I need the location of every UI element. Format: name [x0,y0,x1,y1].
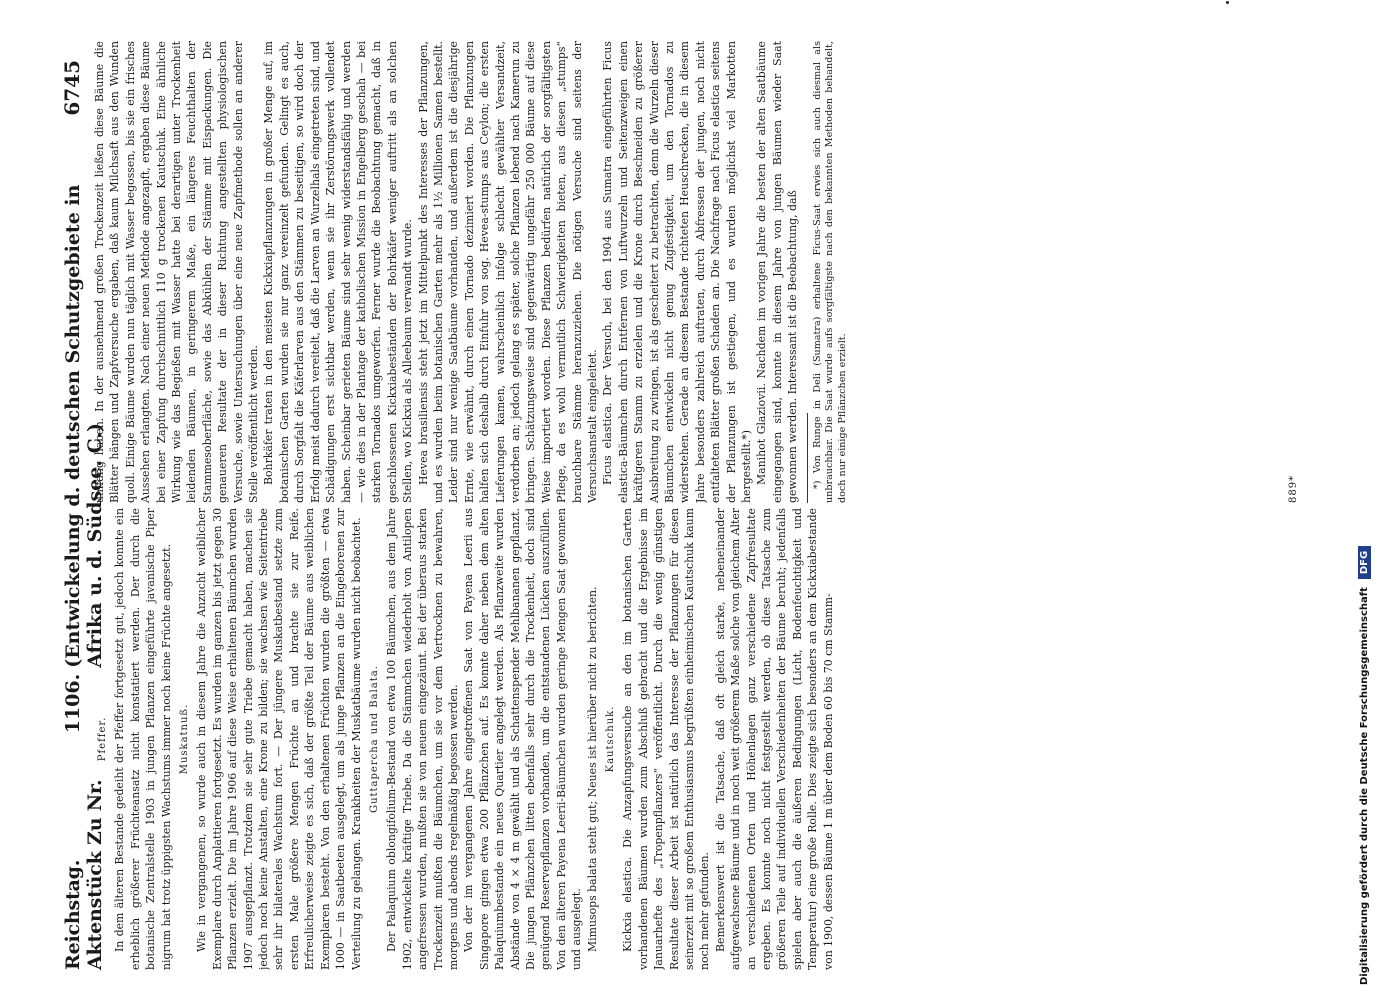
paragraph: Von der im vergangenen Jahre eingetroffenen Saat von Payena Leerii aus Singapore gingen etwa 200 Pflänzchen auf. Es konnte daher neben dem alten Palaquiumbestande ein neues Quartier angelegt werden. Als Pflanzweite wurden Abstände von 4 × 4 m gewählt und als Schattenspender Mehlbananen gepflanzt. Die jungen Pflänzchen litten ebenfalls sehr durch die Trockenheit, doch sind genügend Reservepflanzen vorhanden, um die entstandenen Lücken auszufüllen. Von den älteren Payena Leerii-Bäumchen wurden geringe Mengen Saat gewonnen und ausgelegt. [462,508,584,970]
paragraph: Der Palaquium oblongifolium-Bestand von etwa 100 Bäumchen, aus dem Jahre 1902, entwickelte kräftige Triebe. Da die Stämmchen wiederholt von Antilopen angefressen wurden, mußten sie von neuem eingezäunt. Bei der überaus starken Trockenzeit mußten die Bäumchen, um sie vor dem Vertrocknen zu bewahren, morgens und abends regelmäßig begossen werden. [385,508,460,970]
section-heading: Muskatnuß. [179,703,191,775]
section-heading: Pfeffer. [97,716,108,762]
text-column-right [92,41,992,503]
paragraph: Ficus elastica. Der Versuch, bei den 1904 aus Sumatra eingeführten Ficus elastica-Bäumchen durch Entfernen von Luftwurzeln und Seitenzweigen einen kräftigeren Stamm zu erzielen und die Krone durch Beschneiden zu größerer Ausbreitung zu zwingen, ist als gescheitert zu betrachten, denn die Wurzeln dieser Bäumchen entwickeln nicht genug Zugfestigkeit, um den Tornados zu widerstehen. Gerade an diesem Bestande richteten Heuschrecken, die in diesem Jahre besonders zahlreich auftraten, durch Abfressen der jungen, noch nicht entfalteten Blätter großen Schaden an. Die Nachfrage nach Ficus elastica seitens der Pflanzungen ist gestiegen, und es wurden möglichst viel Markotten hergestellt.*) [601,41,754,503]
text-column-left [92,508,992,970]
paragraph: Hevea brasiliensis steht jetzt im Mittelpunkt des Interesses der Pflanzungen, und es wurden beim botanischen Garten mehr als 1½ Millionen Samen bestellt. Leider sind nur wenige Saatbäume vorhanden, und außerdem ist die diesjährige Ernte, wie erwähnt, durch einen Tornado dezimiert worden. Die Pflanzungen halfen sich deshalb durch Einfuhr von sog. Hevea-stumps aus Ceylon; die ersten Lieferungen kamen, wahrscheinlich infolge schlecht gewählter Versandzeit, verdorben an; jedoch gelang es später, solche Pflanzen lebend nach Kamerun zu bringen. Schätzungsweise sind gegenwärtig ungefähr 250 000 Bäume auf diese Weise importiert worden. Diese Pflanzen bedürfen natürlich der sorgfältigsten Pflege, da es wohl vermutlich Schwierigkeiten bieten, aus diesen „stumps“ brauchbare Stämme heranzuziehen. Die nötigen Versuche sind seitens der Versuchsanstalt eingeleitet. [416,41,599,503]
footnote-text: *) Von Runge in Deli (Sumatra) erhaltene Ficus-Saat erwies sich auch diesmal als unbrauchbar. Die Saat wurde aufs sorgfältigste nach den bekannten Methoden behandelt, doch nur einige Pflänzchen erzielt. [811,41,848,503]
paragraph: Bemerkenswert ist die Tatsache, daß oft gleich starke, nebeneinander aufgewachsene Bäume und in noch weit größerem Maße solche von gleichem Alter an verschiedenen Orten und Höhenlagen ganz verschiedene Zapfresultate ergeben. Es konnte noch nicht festgestellt werden, ob diese Tatsache zum größeren Teile auf individuellen Verschiedenheiten der Bäume beruht; jedenfalls spielen aber auch die äußeren Bedingungen (Licht, Bodenfeuchtigkeit und Temperatur) eine große Rolle. Dies zeigte sich besonders an dem Kickxiabestande von 1900, dessen Bäume 1 m über dem Boden 60 bis 70 cm Stamm- [713,508,835,970]
signature-mark: 889* [1288,474,1299,503]
section-heading: Guttapercha und Balata. [368,665,380,813]
document-number: 1106. [62,673,84,734]
dfg-logo: DFG [1358,546,1371,579]
footnote [812,41,850,503]
paragraph: Kickxia elastica. Die Anzapfungsversuche an den im botanischen Garten vorhandenen Bäumen wurden zum Abschluß gebracht und die Ergebnisse im Januarhefte des „Tropenpflanzers“ veröffentlicht. Durch die wenig günstigen Resultate dieser Arbeit ist natürlich das Interesse der Pflanzungen für diesen seinerzeit mit so großem Enthusiasmus begrüßten einheimischen Kautschuk kaum noch mehr gefunden. [621,508,712,970]
paragraph: umfang haben. In der ausnehmend großen Trockenzeit ließen diese Bäume die Blätter hängen und Zapfversuche ergaben, daß kaum Milchsaft aus den Wunden quoll. Einige Bäume wurden nun täglich mit Wasser begossen, bis sie ein frisches Aussehen erlangten. Nach einer neuen Methode angezapft, ergaben diese Bäume bei einer Zapfung durchschnittlich 110 g trockenen Kautschuk. Eine ähnliche Wirkung wie das Begießen mit Wasser hatte bei derartigen unter Trockenheit leidenden Bäumen, in geringerem Maße, ein längeres Feuchthalten der Stammesoberfläche, sowie das Abkühlen der Stämme mit Eispackungen. Die genaueren Resultate der in dieser Richtung angestellten physiologischen Versuche, sowie Untersuchungen über eine neue Zapfmethode sollen an anderer Stelle veröffentlicht werden. [93,41,261,503]
page-number: 6745 [60,60,84,116]
paragraph: Mimusops balata steht gut; Neues ist hierüber nicht zu berichten. [585,586,599,952]
header-title: (Entwickelung d. deutschen Schutzgebiete in Afrika u. d. Südsee. C.) [62,184,106,668]
paragraph: Bohrkäfer traten in den meisten Kickxiapflanzungen in großer Menge auf, im botanischen Garten wurden sie nur ganz vereinzelt gefunden. Gelingt es auch, durch Sorgfalt die Käferlarven aus den Stämmen zu beseitigen, so wird doch der Erfolg meist dadurch vereitelt, daß die Larven an Wurzelhals eingetreten sind, und Schädigungen erst sichtbar werden, wenn sie ihr Zerstörungswerk vollendet haben. Scheinbar gerieten Bäume sind sehr wenig widerstandsfähig und werden — wie dies in der Plantage der katholischen Mission in Engelberg geschah — bei starken Tornados umgeworfen. Ferner wurde die Beobachtung gemacht, daß in geschlossenen Kickxiabeständen der Bohrkäfer weniger auftritt als an solchen Stellen, wo Kickxia als Alleebaum verwandt wurde. [262,41,415,503]
paragraph: Manihot Glaziovii. Nachdem im vorigen Jahre die besten der alten Saatbäume eingegangen sind, konnte in diesem Jahre von jungen Bäumen wieder Saat gewonnen werden. Interessant ist die Beobachtung, daß [755,41,800,503]
digitization-footer [1358,15,1371,985]
speck [1226,1,1229,4]
footnote-rule [807,413,808,503]
paragraph: In dem älteren Bestande gedeiht der Pfeffer fortgesetzt gut, jedoch konnte ein erheblich größerer Früchteansatz nicht konstatiert werden. Der durch die botanische Zentralstelle 1903 in jungen Pflanzen eingeführte javanische Piper nigrum hat trotz üppigsten Wachstums immer noch keine Früchte angesetzt. [113,508,173,970]
paragraph: Wie in vergangenen, so wurde auch in diesem Jahre die Anzucht weiblicher Exemplare durch Anplattieren fortgesetzt. Es wurden im ganzen bis jetzt gegen 30 Pflanzen erzielt. Die im Jahre 1906 auf diese Weise erhaltenen Bäumchen wurden 1907 ausgepflanzt. Trotzdem sie sehr gute Triebe gemacht haben, machen sie jedoch noch keine Anstalten, eine Krone zu bilden; sie wachsen wie Seitentriebe sehr ihr bilaterales Wachstum fort. — Der jüngere Muskatbestand setzte zum ersten Male größere Mengen Früchte an und brachte sie zur Reife. Erfreulicherweise zeigte es sich, daß der größte Teil der Bäume aus weiblichen Exemplaren besteht. Von den erhaltenen Früchten wurden die größten — etwa 1000 — in Saatbeeten ausgelegt, um als junge Pflanzen an die Eingeborenen zur Verteilung zu gelangen. Krankheiten der Muskatbäume wurden nicht beobachtet. [195,508,363,970]
footer-credit: Digitalisierung gefördert durch die Deutsche Forschungsgemeinschaft [1359,587,1370,985]
section-heading: Kautschuk. [605,705,616,773]
header-left: Reichstag. Aktenstück Zu Nr. [62,779,106,970]
